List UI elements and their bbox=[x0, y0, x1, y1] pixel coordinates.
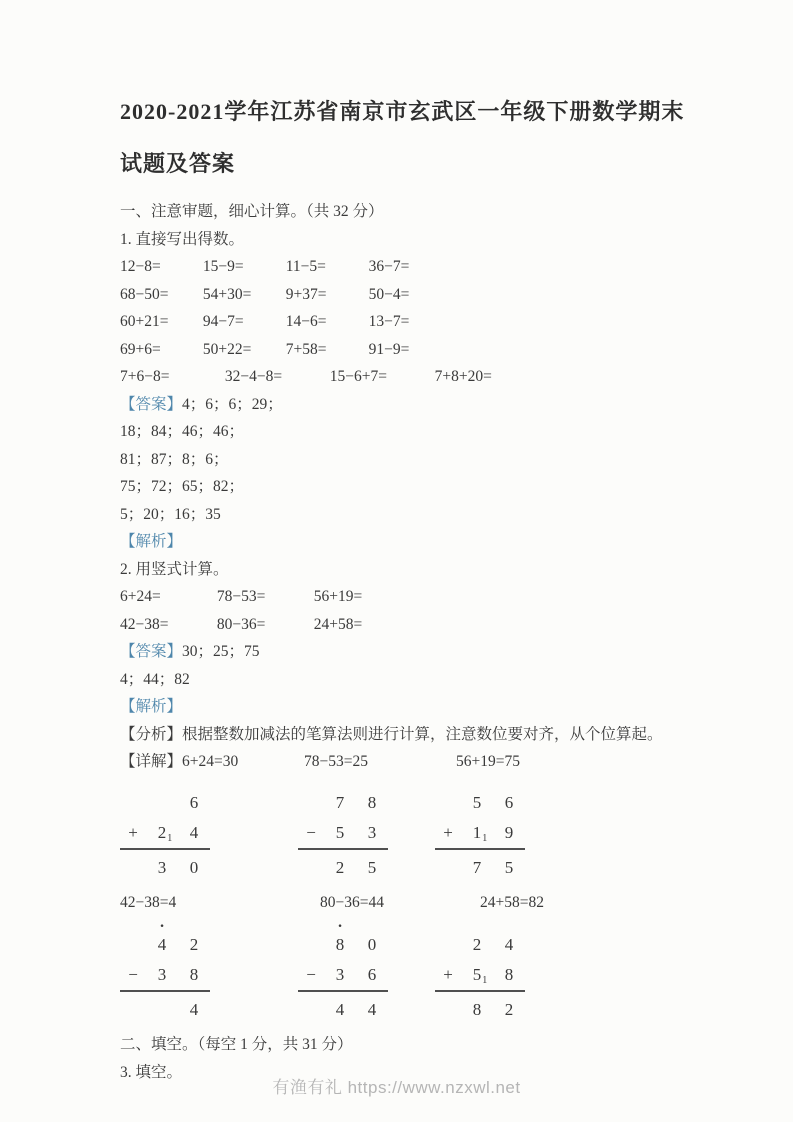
detail-equation: 24+58=82 bbox=[480, 893, 544, 911]
equation: 50+22= bbox=[202, 340, 252, 358]
vcalc-top-row bbox=[120, 918, 210, 960]
analysis-label: 【解析】 bbox=[120, 698, 183, 715]
vcalc-result-row bbox=[435, 853, 525, 883]
vcalc-top-row bbox=[435, 930, 525, 960]
q2-equation-row bbox=[120, 611, 693, 639]
equation: 78−53= bbox=[216, 588, 266, 605]
digit-cell: 2 bbox=[504, 1000, 514, 1019]
vcalc-top-row bbox=[435, 788, 525, 818]
carry-subscript: 1 bbox=[482, 832, 488, 844]
equation: 13−7= bbox=[368, 313, 410, 330]
vcalc-result-row bbox=[120, 853, 210, 883]
q2-answer-line bbox=[120, 666, 693, 694]
equation: 11−5= bbox=[285, 258, 326, 275]
equation: 60+21= bbox=[120, 313, 169, 330]
q2-detail-line bbox=[120, 748, 693, 776]
digit-cell: 8 bbox=[472, 1000, 482, 1019]
vcalc-operand-row bbox=[298, 818, 388, 850]
equation: 14−6= bbox=[285, 313, 327, 330]
vcalc-top-row bbox=[120, 788, 210, 818]
vcalc-operand-row bbox=[298, 960, 388, 992]
q2-analysis-line bbox=[120, 693, 693, 721]
q1-prompt: 1. 直接写出得数。 bbox=[120, 230, 245, 248]
digit-cell: 8 bbox=[189, 965, 199, 984]
operator-cell: − bbox=[306, 822, 316, 842]
digit-cell: 4 bbox=[504, 935, 514, 954]
digit-cell: 6 bbox=[367, 965, 377, 984]
q1-equation-row bbox=[120, 336, 693, 364]
vertical-calculation bbox=[298, 918, 388, 1025]
equation: 15−6+7= bbox=[329, 368, 387, 385]
answer-label: 【答案】 bbox=[120, 643, 183, 660]
answer-text: 18；84；46；46； bbox=[120, 423, 245, 440]
digit-cell: · 4 bbox=[146, 935, 178, 955]
vcalc-operand-row bbox=[435, 960, 525, 992]
q1-answer-line bbox=[120, 418, 693, 446]
digit-cell: 8 bbox=[367, 792, 377, 812]
detail-equation: 42−38=4 bbox=[120, 893, 177, 911]
borrow-dot: · bbox=[337, 918, 343, 935]
digit-cell: 8 bbox=[504, 965, 514, 984]
digit-cell: 4 bbox=[335, 1000, 345, 1019]
answer-text: 81；87；8；6； bbox=[120, 450, 229, 468]
detail-label: 【详解】 bbox=[120, 753, 183, 770]
q1-answer-line bbox=[120, 446, 693, 474]
answer-text: 30；25；75 bbox=[182, 643, 260, 660]
vertical-calculation bbox=[120, 788, 210, 883]
section2-heading: 二、填空。（每空 1 分，共 31 分） bbox=[120, 1036, 353, 1053]
digit-cell: 3 bbox=[157, 857, 167, 877]
equation: 80−36= bbox=[216, 615, 266, 633]
digit-cell: 9 bbox=[504, 822, 514, 842]
section1-heading: 一、注意审题，细心计算。（共 32 分） bbox=[120, 203, 384, 220]
operator-cell: + bbox=[128, 822, 138, 842]
q2-prompt: 2. 用竖式计算。 bbox=[120, 560, 229, 578]
q1-answer-line bbox=[120, 391, 693, 419]
footer-watermark: 有渔有礼 https://www.nzxwl.net bbox=[272, 1078, 521, 1097]
vcalc-top-row bbox=[298, 918, 388, 960]
q1-equation-row bbox=[120, 281, 693, 309]
digit-cell: 4 bbox=[189, 1000, 199, 1019]
vertical-calculations-row bbox=[120, 788, 693, 883]
vcalc-top-row bbox=[298, 788, 388, 818]
detail-equation: 56+19=75 bbox=[456, 753, 520, 770]
equation: 24+58= bbox=[313, 615, 363, 633]
borrow-dot: · bbox=[159, 918, 165, 935]
equation: 50−4= bbox=[368, 285, 410, 303]
q1-answer-line bbox=[120, 501, 693, 529]
equation: 7+6−8= bbox=[120, 368, 170, 385]
digit-cell: 6 bbox=[504, 792, 514, 812]
q1-answer-line bbox=[120, 473, 693, 501]
equation: 7+8+20= bbox=[434, 368, 492, 385]
equation: 15−9= bbox=[202, 258, 244, 275]
vcalc-result-row bbox=[120, 995, 210, 1025]
q1-equation-row bbox=[120, 308, 693, 336]
note-text: 根据整数加减法的笔算法则进行计算，注意数位要对齐，从个位算起。 bbox=[182, 725, 663, 743]
vcalc-operand-row bbox=[120, 818, 210, 850]
answer-text: 75；72；65；82； bbox=[120, 478, 245, 495]
digit-cell: 5 bbox=[504, 857, 514, 877]
equation: 68−50= bbox=[120, 285, 169, 303]
equation: 54+30= bbox=[202, 285, 252, 303]
vertical-calculations-row bbox=[120, 918, 693, 1025]
digit-cell: 3 bbox=[157, 965, 167, 984]
equation: 42−38= bbox=[120, 615, 169, 633]
equation: 32−4−8= bbox=[224, 368, 283, 385]
digit-cell: 1 1 bbox=[472, 822, 488, 844]
equation: 91−9= bbox=[368, 340, 410, 358]
vcalc-operand-row bbox=[120, 960, 210, 992]
operator-cell: + bbox=[443, 822, 453, 842]
vertical-calculation bbox=[435, 930, 525, 1025]
vcalc-result-row bbox=[298, 995, 388, 1025]
digit-cell: 4 bbox=[367, 1000, 377, 1019]
digit-cell: 5 bbox=[367, 857, 377, 877]
q2-detail-line bbox=[120, 889, 693, 917]
q2-equation-row bbox=[120, 583, 693, 611]
equation: 36−7= bbox=[368, 258, 410, 275]
answer-label: 【答案】 bbox=[120, 395, 183, 413]
q1-equation-row bbox=[120, 363, 693, 391]
digit-cell: 2 bbox=[189, 935, 199, 954]
operator-cell: − bbox=[128, 965, 138, 984]
vcalc-result-row bbox=[435, 995, 525, 1025]
digit-cell: 7 bbox=[472, 857, 482, 877]
digit-cell: 2 bbox=[472, 935, 482, 954]
digit-cell: 5 bbox=[472, 792, 482, 812]
q2-note-line bbox=[120, 721, 693, 749]
answer-text: 4；44；82 bbox=[120, 670, 190, 688]
operator-cell: − bbox=[306, 965, 316, 984]
digit-cell: 2 1 bbox=[157, 822, 173, 844]
carry-subscript: 1 bbox=[167, 832, 173, 844]
digit-cell: · 8 bbox=[324, 935, 356, 955]
digit-cell: 0 bbox=[367, 935, 377, 954]
digit-cell: 5 1 bbox=[472, 965, 488, 986]
equation: 7+58= bbox=[285, 340, 327, 358]
vertical-calculation bbox=[120, 918, 210, 1025]
q2-answer-line bbox=[120, 638, 693, 666]
digit-cell: 0 bbox=[189, 857, 199, 877]
operator-cell: + bbox=[443, 965, 453, 984]
answer-text: 4；6；6；29； bbox=[182, 395, 283, 413]
detail-equation: 78−53=25 bbox=[304, 753, 368, 770]
carry-subscript: 1 bbox=[482, 975, 488, 986]
vcalc-result-row bbox=[298, 853, 388, 883]
detail-equation: 80−36=44 bbox=[320, 893, 384, 911]
vcalc-operand-row bbox=[435, 818, 525, 850]
vertical-calculation bbox=[298, 788, 388, 883]
analysis-label: 【解析】 bbox=[120, 533, 183, 550]
q3-prompt: 3. 填空。 bbox=[120, 1063, 183, 1081]
digit-cell: 4 bbox=[189, 822, 199, 842]
equation: 9+37= bbox=[285, 285, 327, 303]
equation: 12−8= bbox=[120, 258, 161, 275]
page-title: 2020-2021学年江苏省南京市玄武区一年级下册数学期末试题及答案 bbox=[120, 99, 685, 176]
digit-cell: 3 bbox=[335, 965, 345, 984]
digit-cell: 7 bbox=[335, 792, 345, 812]
digit-cell: 6 bbox=[189, 792, 199, 812]
digit-cell: 5 bbox=[335, 822, 345, 842]
equation: 6+24= bbox=[120, 588, 161, 605]
equation: 94−7= bbox=[202, 313, 244, 330]
equation: 69+6= bbox=[120, 340, 161, 358]
vertical-calculation bbox=[435, 788, 525, 883]
digit-cell: 2 bbox=[335, 857, 345, 877]
detail-equation: 6+24=30 bbox=[182, 753, 239, 770]
note-label: 【分析】 bbox=[120, 725, 183, 743]
q1-analysis-line bbox=[120, 528, 693, 556]
digit-cell: 3 bbox=[367, 822, 377, 842]
q1-equation-row bbox=[120, 253, 693, 281]
answer-text: 5；20；16；35 bbox=[120, 505, 221, 523]
equation: 56+19= bbox=[313, 588, 363, 605]
